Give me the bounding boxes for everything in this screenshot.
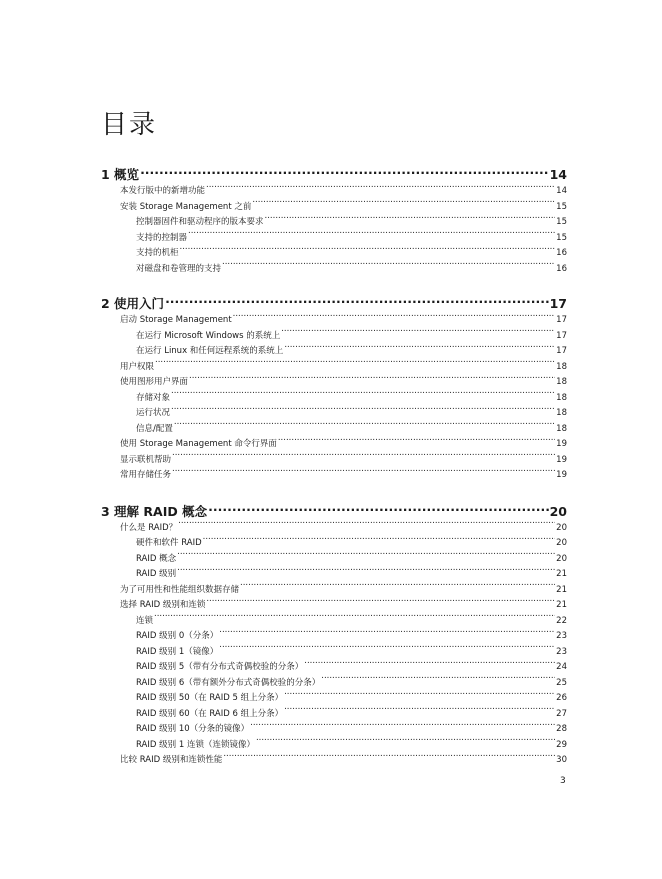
toc-entry-label: 硬件和软件 RAID <box>136 538 202 548</box>
toc-entry-page: 15 <box>556 217 567 227</box>
toc-entry-label: 为了可用性和性能组织数据存储 <box>120 584 240 595</box>
toc-entry-label: 存储对象 <box>136 392 171 403</box>
toc-entry-label: RAID 级别 <box>136 569 177 579</box>
toc-leader-dots <box>172 469 555 478</box>
toc-entry-label: 在运行 Linux 和任何远程系统的系统上 <box>136 346 284 356</box>
table-of-contents <box>101 166 567 769</box>
toc-subsection[interactable] <box>101 215 567 231</box>
toc-section[interactable] <box>101 753 567 769</box>
toc-leader-dots <box>165 296 549 309</box>
toc-subsection[interactable] <box>101 660 567 676</box>
toc-leader-dots <box>177 568 555 577</box>
toc-entry-page: 26 <box>556 693 567 703</box>
toc-leader-dots <box>180 247 556 256</box>
toc-leader-dots <box>219 645 555 654</box>
toc-leader-dots <box>250 723 555 732</box>
toc-section[interactable] <box>101 360 567 376</box>
toc-entry-label: 使用图形用户界面 <box>120 377 189 387</box>
toc-entry-page: 15 <box>556 201 567 212</box>
toc-subsection[interactable] <box>101 391 567 407</box>
toc-entry-label: RAID 级别 6（带有额外分布式奇偶校验的分条） <box>136 677 321 688</box>
toc-section[interactable] <box>101 437 567 453</box>
toc-entry-page: 19 <box>556 439 567 449</box>
toc-section[interactable] <box>101 184 567 200</box>
toc-entry-label: RAID 级别 1（镜像） <box>136 646 219 657</box>
toc-subsection[interactable] <box>101 344 567 360</box>
toc-section[interactable] <box>101 313 567 329</box>
toc-entry-page: 20 <box>556 553 567 564</box>
toc-subsection[interactable] <box>101 329 567 345</box>
toc-leader-dots <box>321 676 555 685</box>
toc-subsection[interactable] <box>101 567 567 583</box>
toc-entry-page: 19 <box>556 454 567 465</box>
toc-chapter-label: 3 理解 RAID 概念 <box>101 503 208 519</box>
toc-leader-dots <box>206 599 555 608</box>
toc-subsection[interactable] <box>101 738 567 754</box>
toc-leader-dots <box>223 754 555 763</box>
toc-leader-dots <box>208 503 549 516</box>
toc-entry-page: 30 <box>556 755 567 765</box>
toc-leader-dots <box>177 552 555 561</box>
toc-entry-label: RAID 级别 1 连锁（连锁镜像） <box>136 739 255 750</box>
toc-leader-dots <box>233 314 556 323</box>
toc-subsection[interactable] <box>101 422 567 438</box>
toc-subsection[interactable] <box>101 629 567 645</box>
toc-leader-dots <box>256 738 555 747</box>
toc-leader-dots <box>304 661 555 670</box>
toc-entry-page: 15 <box>556 232 567 243</box>
toc-entry-label: 连锁 <box>136 615 154 626</box>
toc-leader-dots <box>222 262 555 271</box>
toc-leader-dots <box>281 329 555 338</box>
toc-chapter-label: 1 概览 <box>101 167 140 182</box>
page-title: 目录 <box>101 110 158 140</box>
toc-entry-label: RAID 概念 <box>136 553 177 564</box>
toc-leader-dots <box>171 407 555 416</box>
toc-entry-label: 用户权限 <box>120 361 155 372</box>
toc-entry-page: 21 <box>556 600 567 610</box>
toc-leader-dots <box>154 614 555 623</box>
toc-leader-dots <box>171 391 555 400</box>
toc-entry-page: 20 <box>556 522 567 533</box>
toc-entry-page: 19 <box>556 470 567 480</box>
toc-entry-page: 17 <box>556 315 567 325</box>
toc-entry-label: 支持的控制器 <box>136 232 188 243</box>
toc-subsection[interactable] <box>101 691 567 707</box>
toc-entry-page: 18 <box>556 423 567 434</box>
toc-entry-page: 23 <box>556 631 567 641</box>
toc-entry-page: 25 <box>556 677 567 688</box>
toc-section[interactable] <box>101 521 567 537</box>
toc-entry-label: 什么是 RAID？ <box>120 522 178 533</box>
toc-subsection[interactable] <box>101 262 567 278</box>
toc-entry-label: RAID 级别 0（分条） <box>136 631 219 641</box>
toc-entry-page: 21 <box>556 569 567 579</box>
toc-entry-label: 控制器固件和驱动程序的版本要求 <box>136 217 264 227</box>
toc-entry-label: RAID 级别 60（在 RAID 6 组上分条） <box>136 708 284 719</box>
toc-chapter-1[interactable] <box>101 166 567 184</box>
toc-entry-page: 18 <box>556 361 567 372</box>
toc-entry-page: 17 <box>556 330 567 341</box>
toc-entry-label: RAID 级别 10（分条的镜像） <box>136 724 250 734</box>
toc-leader-dots <box>284 345 555 354</box>
toc-entry-page: 18 <box>556 408 567 418</box>
toc-leader-dots <box>240 583 555 592</box>
toc-leader-dots <box>278 438 555 447</box>
toc-section[interactable] <box>101 200 567 216</box>
toc-entry-page: 16 <box>556 248 567 258</box>
toc-chapter-3[interactable] <box>101 503 567 521</box>
toc-entry-page: 16 <box>556 263 567 274</box>
toc-leader-dots <box>206 185 555 194</box>
toc-entry-label: RAID 级别 50（在 RAID 5 组上分条） <box>136 693 284 703</box>
toc-leader-dots <box>174 422 555 431</box>
toc-entry-page: 18 <box>556 392 567 403</box>
toc-entry-label: 比较 RAID 级别和连锁性能 <box>120 755 223 765</box>
toc-leader-dots <box>284 707 555 716</box>
toc-subsection[interactable] <box>101 406 567 422</box>
toc-subsection[interactable] <box>101 231 567 247</box>
toc-entry-label: 显示联机帮助 <box>120 454 172 465</box>
toc-subsection[interactable] <box>101 676 567 692</box>
toc-leader-dots <box>172 453 555 462</box>
page-number: 3 <box>560 776 566 786</box>
toc-subsection[interactable] <box>101 552 567 568</box>
toc-chapter-2[interactable] <box>101 295 567 313</box>
toc-entry-page: 17 <box>556 346 567 356</box>
toc-subsection[interactable] <box>101 246 567 262</box>
toc-section[interactable] <box>101 453 567 469</box>
toc-leader-dots <box>188 231 555 240</box>
toc-leader-dots <box>140 167 549 180</box>
toc-entry-page: 20 <box>556 538 567 548</box>
toc-entry-label: 选择 RAID 级别和连锁 <box>120 600 206 610</box>
toc-entry-page: 28 <box>556 724 567 734</box>
toc-subsection[interactable] <box>101 722 567 738</box>
toc-section[interactable] <box>101 598 567 614</box>
toc-subsection[interactable] <box>101 614 567 630</box>
toc-leader-dots <box>189 376 555 385</box>
toc-entry-page: 24 <box>556 662 567 672</box>
toc-entry-page: 22 <box>556 615 567 626</box>
toc-entry-page: 18 <box>556 377 567 387</box>
toc-subsection[interactable] <box>101 536 567 552</box>
toc-subsection[interactable] <box>101 645 567 661</box>
toc-leader-dots <box>219 630 555 639</box>
toc-subsection[interactable] <box>101 707 567 723</box>
toc-section[interactable] <box>101 583 567 599</box>
toc-leader-dots <box>178 521 555 530</box>
toc-chapter-page: 17 <box>549 296 567 311</box>
toc-entry-label: 使用 Storage Management 命令行界面 <box>120 439 277 449</box>
toc-entry-label: 支持的机柜 <box>136 248 179 258</box>
toc-chapter-page: 14 <box>549 167 567 182</box>
toc-entry-label: 安装 Storage Management 之前 <box>120 201 252 212</box>
toc-entry-label: RAID 级别 5（带有分布式奇偶校验的分条） <box>136 662 304 672</box>
toc-leader-dots <box>252 200 555 209</box>
toc-entry-label: 常用存储任务 <box>120 470 172 480</box>
toc-entry-page: 14 <box>556 186 567 196</box>
toc-chapter-label: 2 使用入门 <box>101 296 165 311</box>
toc-entry-label: 启动 Storage Management <box>120 315 232 325</box>
toc-entry-label: 在运行 Microsoft Windows 的系统上 <box>136 330 281 341</box>
toc-entry-label: 对磁盘和卷管理的支持 <box>136 263 222 274</box>
toc-section[interactable] <box>101 468 567 484</box>
toc-leader-dots <box>155 360 555 369</box>
toc-entry-page: 29 <box>556 739 567 750</box>
toc-leader-dots <box>265 216 556 225</box>
toc-entry-label: 运行状况 <box>136 408 171 418</box>
toc-leader-dots <box>284 692 555 701</box>
toc-entry-page: 21 <box>556 584 567 595</box>
toc-entry-label: 本发行版中的新增功能 <box>120 186 206 196</box>
toc-entry-page: 27 <box>556 708 567 719</box>
toc-leader-dots <box>203 537 556 546</box>
toc-entry-label: 信息/配置 <box>136 423 173 434</box>
toc-section[interactable] <box>101 375 567 391</box>
toc-chapter-page: 20 <box>549 503 567 519</box>
toc-entry-page: 23 <box>556 646 567 657</box>
